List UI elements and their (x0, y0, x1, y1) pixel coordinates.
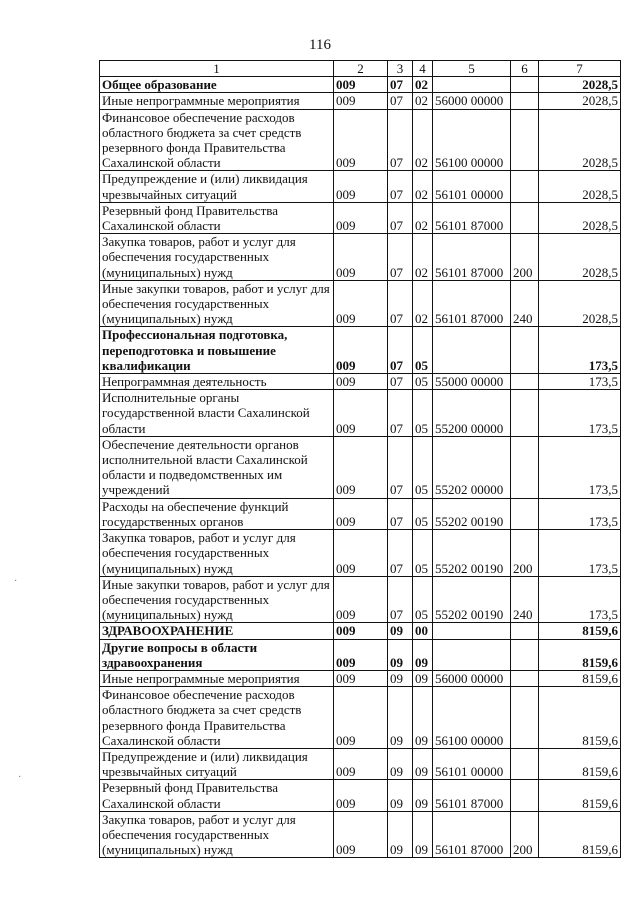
section-code-cell: 07 (388, 576, 413, 623)
amount-cell: 2028,5 (539, 234, 621, 281)
table-row (100, 436, 621, 498)
ministry-code-cell: 009 (334, 748, 388, 779)
ministry-code-cell: 009 (334, 498, 388, 529)
subsection-code-cell: 02 (413, 202, 433, 233)
section-code-cell: 07 (388, 109, 413, 171)
item-name-cell: Обеспечение деятельности органов исполнительной власти Сахалинской области и подведомственных им учреждений (100, 436, 334, 498)
header-cell-2: 2 (334, 61, 388, 77)
target-article-cell: 56101 87000 (433, 280, 511, 327)
target-article-cell: 56101 87000 (433, 780, 511, 811)
item-name-cell: Закупка товаров, работ и услуг для обеспечения государственных (муниципальных) нужд (100, 811, 334, 858)
table-row (100, 77, 621, 93)
table-row (100, 202, 621, 233)
subsection-code-cell: 02 (413, 93, 433, 109)
subsection-code-cell: 02 (413, 171, 433, 202)
expense-type-cell: 200 (511, 811, 539, 858)
subsection-code-cell: 05 (413, 530, 433, 577)
section-code-cell: 07 (388, 93, 413, 109)
section-code-cell: 09 (388, 748, 413, 779)
ministry-code-cell: 009 (334, 202, 388, 233)
table-row (100, 327, 621, 374)
ministry-code-cell: 009 (334, 811, 388, 858)
subsection-code-cell: 09 (413, 811, 433, 858)
target-article-cell: 56101 87000 (433, 234, 511, 281)
item-name-cell: Предупреждение и (или) ликвидация чрезвычайных ситуаций (100, 171, 334, 202)
amount-cell: 2028,5 (539, 280, 621, 327)
section-code-cell: 09 (388, 687, 413, 749)
table-row (100, 748, 621, 779)
expense-type-cell (511, 687, 539, 749)
item-name-cell: Иные закупки товаров, работ и услуг для обеспечения государственных (муниципальных) нужд (100, 280, 334, 327)
table-row (100, 374, 621, 390)
ministry-code-cell: 009 (334, 77, 388, 93)
item-name-cell: Исполнительные органы государственной власти Сахалинской области (100, 390, 334, 437)
expense-type-cell (511, 390, 539, 437)
amount-cell: 8159,6 (539, 670, 621, 686)
expense-type-cell (511, 498, 539, 529)
section-code-cell: 07 (388, 530, 413, 577)
ministry-code-cell: 009 (334, 530, 388, 577)
section-code-cell: 09 (388, 811, 413, 858)
section-code-cell: 07 (388, 327, 413, 374)
expense-type-cell (511, 748, 539, 779)
amount-cell: 173,5 (539, 498, 621, 529)
section-code-cell: 07 (388, 498, 413, 529)
budget-table (99, 60, 621, 858)
expense-type-cell (511, 109, 539, 171)
section-code-cell: 09 (388, 623, 413, 639)
amount-cell: 8159,6 (539, 780, 621, 811)
subsection-code-cell: 05 (413, 436, 433, 498)
target-article-cell: 56000 00000 (433, 93, 511, 109)
target-article-cell: 56100 00000 (433, 687, 511, 749)
subsection-code-cell: 05 (413, 390, 433, 437)
ministry-code-cell: 009 (334, 623, 388, 639)
item-name-cell: Непрограммная деятельность (100, 374, 334, 390)
table-row (100, 93, 621, 109)
table-row (100, 687, 621, 749)
amount-cell: 2028,5 (539, 171, 621, 202)
target-article-cell: 55202 00190 (433, 498, 511, 529)
amount-cell: 2028,5 (539, 93, 621, 109)
item-name-cell: Закупка товаров, работ и услуг для обеспечения государственных (муниципальных) нужд (100, 234, 334, 281)
section-code-cell: 07 (388, 374, 413, 390)
table-row (100, 234, 621, 281)
ministry-code-cell: 009 (334, 390, 388, 437)
expense-type-cell (511, 670, 539, 686)
section-code-cell: 07 (388, 234, 413, 281)
amount-cell: 173,5 (539, 530, 621, 577)
subsection-code-cell: 02 (413, 77, 433, 93)
table-row (100, 639, 621, 670)
amount-cell: 8159,6 (539, 748, 621, 779)
item-name-cell: Иные непрограммные мероприятия (100, 93, 334, 109)
target-article-cell (433, 77, 511, 93)
item-name-cell: Финансовое обеспечение расходов областного бюджета за счет средств резервного фонда Правительства Сахалинской области (100, 109, 334, 171)
ministry-code-cell: 009 (334, 374, 388, 390)
header-cell-3: 3 (388, 61, 413, 77)
target-article-cell (433, 623, 511, 639)
item-name-cell: ЗДРАВООХРАНЕНИЕ (100, 623, 334, 639)
table-row (100, 623, 621, 639)
table-row (100, 670, 621, 686)
ministry-code-cell: 009 (334, 93, 388, 109)
table-row (100, 811, 621, 858)
subsection-code-cell: 05 (413, 498, 433, 529)
expense-type-cell (511, 202, 539, 233)
item-name-cell: Общее образование (100, 77, 334, 93)
expense-type-cell: 200 (511, 530, 539, 577)
amount-cell: 173,5 (539, 436, 621, 498)
amount-cell: 173,5 (539, 390, 621, 437)
section-code-cell: 07 (388, 171, 413, 202)
expense-type-cell (511, 639, 539, 670)
ministry-code-cell: 009 (334, 639, 388, 670)
expense-type-cell (511, 780, 539, 811)
target-article-cell: 55200 00000 (433, 390, 511, 437)
subsection-code-cell: 05 (413, 374, 433, 390)
amount-cell: 8159,6 (539, 639, 621, 670)
amount-cell: 8159,6 (539, 623, 621, 639)
item-name-cell: Резервный фонд Правительства Сахалинской области (100, 780, 334, 811)
target-article-cell: 56101 87000 (433, 811, 511, 858)
header-cell-6: 6 (511, 61, 539, 77)
subsection-code-cell: 00 (413, 623, 433, 639)
table-row (100, 109, 621, 171)
item-name-cell: Финансовое обеспечение расходов областного бюджета за счет средств резервного фонда Правительства Сахалинской области (100, 687, 334, 749)
ministry-code-cell: 009 (334, 234, 388, 281)
ministry-code-cell: 009 (334, 780, 388, 811)
subsection-code-cell: 09 (413, 748, 433, 779)
ministry-code-cell: 009 (334, 436, 388, 498)
amount-cell: 173,5 (539, 374, 621, 390)
section-code-cell: 07 (388, 77, 413, 93)
table-row (100, 498, 621, 529)
subsection-code-cell: 02 (413, 234, 433, 281)
subsection-code-cell: 09 (413, 687, 433, 749)
ministry-code-cell: 009 (334, 109, 388, 171)
amount-cell: 173,5 (539, 576, 621, 623)
expense-type-cell: 240 (511, 280, 539, 327)
expense-type-cell: 240 (511, 576, 539, 623)
subsection-code-cell: 02 (413, 280, 433, 327)
item-name-cell: Предупреждение и (или) ликвидация чрезвычайных ситуаций (100, 748, 334, 779)
target-article-cell: 55000 00000 (433, 374, 511, 390)
target-article-cell: 56100 00000 (433, 109, 511, 171)
section-code-cell: 09 (388, 670, 413, 686)
expense-type-cell: 200 (511, 234, 539, 281)
expense-type-cell (511, 171, 539, 202)
expense-type-cell (511, 436, 539, 498)
ministry-code-cell: 009 (334, 171, 388, 202)
header-cell-4: 4 (413, 61, 433, 77)
target-article-cell: 56101 87000 (433, 202, 511, 233)
ministry-code-cell: 009 (334, 327, 388, 374)
table-row (100, 280, 621, 327)
item-name-cell: Иные закупки товаров, работ и услуг для обеспечения государственных (муниципальных) нужд (100, 576, 334, 623)
target-article-cell (433, 327, 511, 374)
expense-type-cell (511, 327, 539, 374)
section-code-cell: 09 (388, 639, 413, 670)
amount-cell: 2028,5 (539, 109, 621, 171)
section-code-cell: 07 (388, 390, 413, 437)
item-name-cell: Расходы на обеспечение функций государственных органов (100, 498, 334, 529)
item-name-cell: Профессиональная подготовка, переподготовка и повышение квалификации (100, 327, 334, 374)
target-article-cell: 56101 00000 (433, 748, 511, 779)
ministry-code-cell: 009 (334, 576, 388, 623)
item-name-cell: Другие вопросы в области здравоохранения (100, 639, 334, 670)
header-cell-7: 7 (539, 61, 621, 77)
section-code-cell: 07 (388, 202, 413, 233)
amount-cell: 8159,6 (539, 811, 621, 858)
table-row (100, 390, 621, 437)
item-name-cell: Иные непрограммные мероприятия (100, 670, 334, 686)
item-name-cell: Резервный фонд Правительства Сахалинской области (100, 202, 334, 233)
page-number: 116 (309, 37, 331, 53)
target-article-cell: 55202 00190 (433, 530, 511, 577)
scan-speck: · (14, 576, 18, 587)
table-row (100, 530, 621, 577)
amount-cell: 173,5 (539, 327, 621, 374)
table-row (100, 576, 621, 623)
target-article-cell (433, 639, 511, 670)
expense-type-cell (511, 93, 539, 109)
subsection-code-cell: 09 (413, 670, 433, 686)
ministry-code-cell: 009 (334, 670, 388, 686)
subsection-code-cell: 09 (413, 639, 433, 670)
subsection-code-cell: 05 (413, 576, 433, 623)
subsection-code-cell: 05 (413, 327, 433, 374)
subsection-code-cell: 02 (413, 109, 433, 171)
ministry-code-cell: 009 (334, 280, 388, 327)
expense-type-cell (511, 623, 539, 639)
amount-cell: 2028,5 (539, 77, 621, 93)
scan-speck: · (18, 772, 22, 783)
section-code-cell: 09 (388, 780, 413, 811)
target-article-cell: 55202 00190 (433, 576, 511, 623)
target-article-cell: 56000 00000 (433, 670, 511, 686)
table-row (100, 780, 621, 811)
section-code-cell: 07 (388, 436, 413, 498)
table-row (100, 171, 621, 202)
header-cell-5: 5 (433, 61, 511, 77)
subsection-code-cell: 09 (413, 780, 433, 811)
target-article-cell: 55202 00000 (433, 436, 511, 498)
table-header-row (100, 61, 621, 77)
expense-type-cell (511, 77, 539, 93)
ministry-code-cell: 009 (334, 687, 388, 749)
target-article-cell: 56101 00000 (433, 171, 511, 202)
amount-cell: 2028,5 (539, 202, 621, 233)
header-cell-1: 1 (100, 61, 334, 77)
expense-type-cell (511, 374, 539, 390)
section-code-cell: 07 (388, 280, 413, 327)
amount-cell: 8159,6 (539, 687, 621, 749)
item-name-cell: Закупка товаров, работ и услуг для обеспечения государственных (муниципальных) нужд (100, 530, 334, 577)
